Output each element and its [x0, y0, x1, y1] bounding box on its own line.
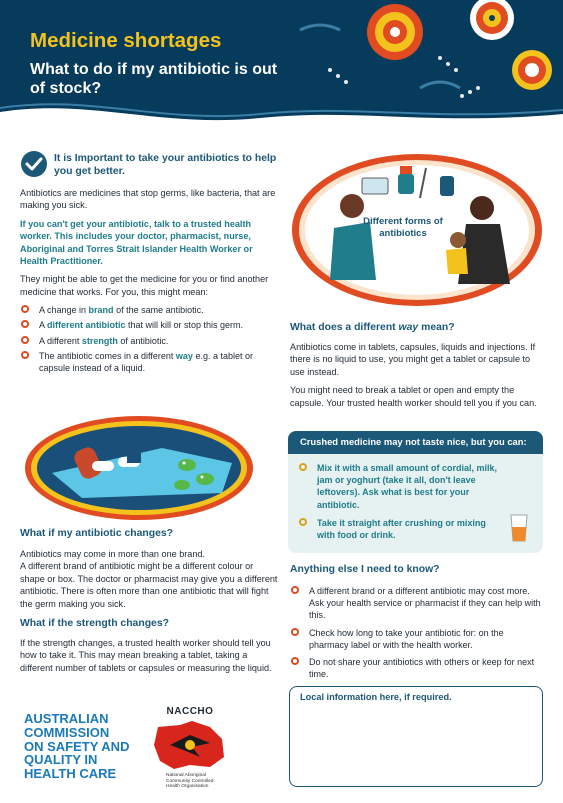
dot-circle-small	[512, 50, 552, 90]
bullet-icon	[291, 628, 299, 636]
list-item: Do not share your antibiotics with others or keep for next time.	[290, 656, 545, 680]
else-section	[290, 564, 545, 683]
way-heading: What does a different way mean?	[290, 322, 455, 333]
page-title: Medicine shortages	[30, 29, 222, 52]
acsqhc-logo: AUSTRALIAN COMMISSION ON SAFETY AND QUALITY IN HEALTH CARE	[24, 711, 130, 782]
bullet-icon	[299, 518, 307, 526]
intro-heading: It is Important to take your antibiotics to help you get better.	[54, 153, 277, 177]
naccho-logo: NACCHO National Aboriginal Community Controlled Health Organisation	[140, 706, 240, 790]
changes-paragraph-2: A different brand of antibiotic might be a different colour or shape or box. The doctor or pharmacist may give you a different antibiotic. There is often more than one antibiotic that will fight the germ making you sick.	[20, 561, 278, 609]
naccho-emblem-icon	[140, 717, 240, 773]
crushed-medicine-box	[288, 431, 543, 553]
crushed-box-title: Crushed medicine may not taste nice, but you can:	[288, 431, 543, 454]
way-paragraph-1: Antibiotics come in tablets, capsules, liquids and injections. If there is no liquid to use, you might get a tablet or capsule to use instead.	[290, 342, 536, 377]
intro-heading-row	[20, 150, 278, 186]
bullet-icon	[299, 463, 307, 471]
local-info-box	[289, 686, 543, 787]
changes-heading: What if my antibiotic changes?	[20, 528, 173, 539]
checkmark-icon	[20, 150, 48, 178]
bullet-icon	[21, 336, 29, 344]
local-info-label: Local information here, if required.	[300, 692, 452, 702]
else-heading: Anything else I need to know?	[290, 564, 440, 575]
bullet-icon	[291, 586, 299, 594]
changes-section	[20, 528, 278, 674]
list-item: A different strength of antibiotic.	[20, 335, 278, 347]
intro-paragraph-2: If you can't get your antibiotic, talk to a trusted health worker. This includes your doctor, pharmacist, nurse, Aboriginal and Torres Strait Islander Health Worker or Health Practitioner.	[20, 218, 253, 267]
crushed-list	[298, 462, 503, 541]
bullet-icon	[291, 657, 299, 665]
list-item: Check how long to take your antibiotic for: on the pharmacy label or with the health worker.	[290, 627, 545, 651]
strength-paragraph: If the strength changes, a trusted health worker should tell you how to take it. This may mean breaking a tablet, taking a different number of tablets or capsules or measuring the liquid.	[20, 638, 272, 673]
list-item: A different brand or a different antibiotic may cost more. Ask your health service or pharmacist if they can help with this.	[290, 585, 545, 622]
strength-heading: What if the strength changes?	[20, 618, 169, 630]
else-list	[290, 585, 545, 680]
intro-paragraph-3: They might be able to get the medicine for you or find another medicine that works. For you, this might mean:	[20, 274, 269, 297]
way-paragraph-2: You might need to break a tablet or open and empty the capsule. Your trusted health worker should tell you if you can.	[290, 385, 537, 408]
dot-circle-medium	[470, 0, 514, 40]
list-item: A change in brand of the same antibiotic.	[20, 304, 278, 316]
bullet-icon	[21, 351, 29, 359]
bullet-icon	[21, 305, 29, 313]
changes-paragraph-1: Antibiotics may come in more than one brand.	[20, 549, 206, 559]
illustration-caption: Different forms of antibiotics	[363, 216, 443, 239]
glass-icon	[509, 513, 529, 543]
bullet-icon	[21, 320, 29, 328]
list-item: Mix it with a small amount of cordial, milk, jam or yoghurt (take it all, don't leave leftovers). Ask what is best for your antibiotic.	[298, 462, 503, 511]
list-item: Take it straight after crushing or mixing with food or drink.	[298, 517, 503, 541]
germ-fight-illustration	[22, 413, 257, 523]
list-item: The antibiotic comes in a different way e.g. a tablet or capsule instead of a liquid.	[20, 350, 278, 374]
header-banner	[0, 0, 563, 140]
options-list	[20, 304, 278, 374]
dot-circle-large	[367, 4, 423, 60]
left-column	[20, 150, 278, 377]
intro-paragraph-1: Antibiotics are medicines that stop germs, like bacteria, that are making you sick.	[20, 188, 276, 211]
way-section	[290, 322, 545, 409]
page-subtitle: What to do if my antibiotic is out of stock?	[30, 61, 278, 97]
list-item: A different antibiotic that will kill or stop this germ.	[20, 319, 278, 331]
